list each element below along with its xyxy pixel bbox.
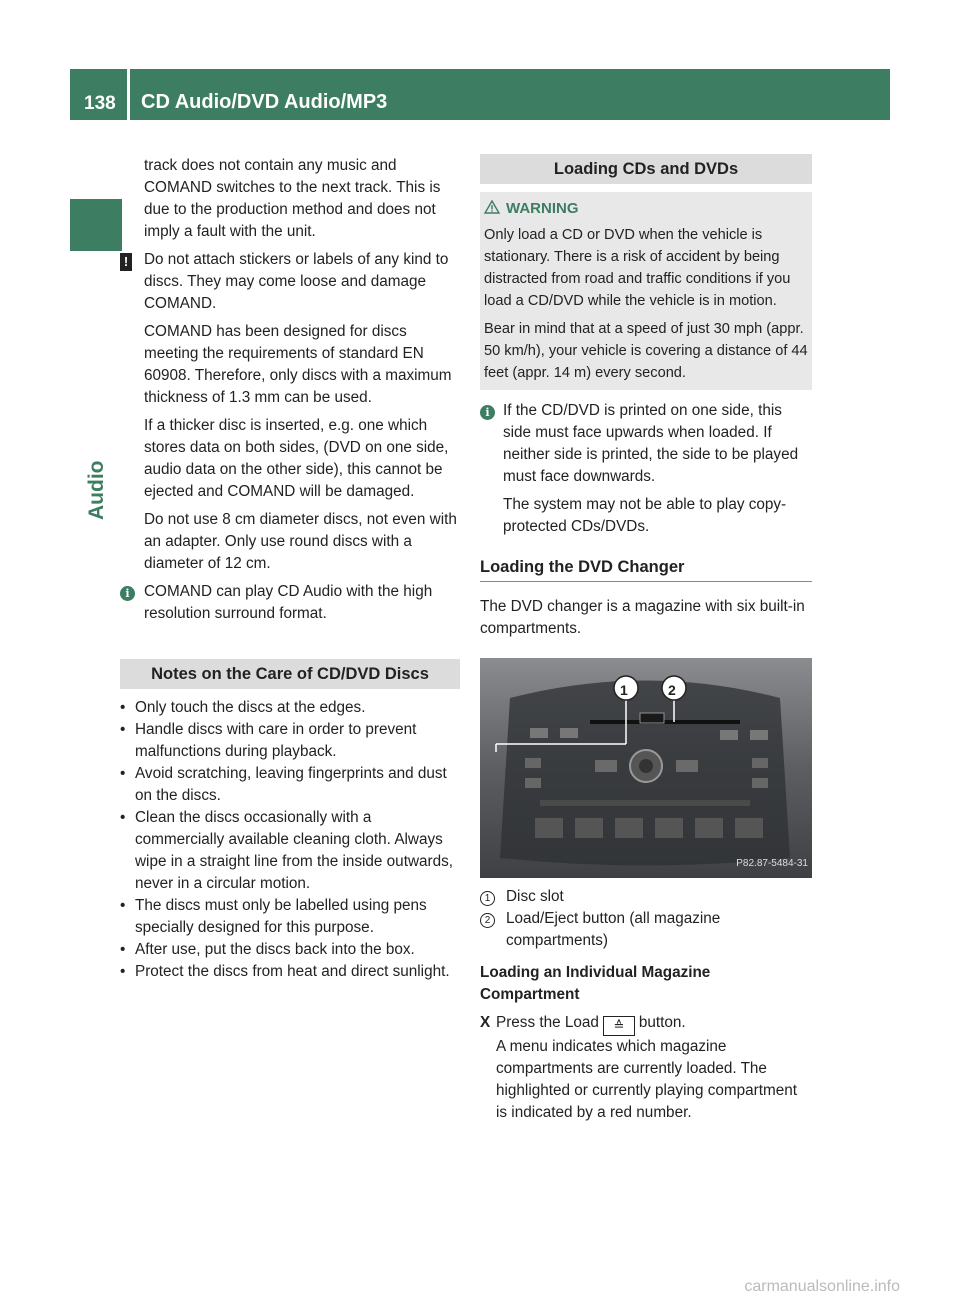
notice-paragraph-2: COMAND has been designed for discs meeting the requirements of standard EN 60908. Therefore, only discs with a maximum thickness of 1.3 mm can be used. [144,323,452,406]
page-number: 138 [70,69,127,120]
info-paragraph-1: If the CD/DVD is printed on one side, this side must face upwards when loaded. If neither side is printed, the side to be played must face downwards. [503,402,799,485]
photo-code: P82.87-5484-31 [736,858,808,869]
legend-text-1: Disc slot [506,888,564,905]
notice-paragraph-3: If a thicker disc is inserted, e.g. one which stores data on both sides, (DVD on one side, audio data on the other side), this cannot be ejected and COMAND will be damaged. [144,417,449,500]
photo-callout-1: 1 [620,682,628,698]
info-paragraph-2: The system may not be able to play copy-protected CDs/DVDs. [503,496,787,535]
list-item: • Only touch the discs at the edges. [120,699,366,716]
page-title: CD Audio/DVD Audio/MP3 [130,69,890,120]
legend-item-1 [480,886,812,908]
photo-callout-2: 2 [668,682,676,698]
step-result: A menu indicates which magazine compartments are currently loaded. The highlighted or currently playing compartment is indicated by a red number. [496,1038,797,1121]
notice-paragraph-1: Do not attach stickers or labels of any kind to discs. They may come loose and damage COMAND. [144,251,449,312]
info-block [120,581,460,625]
changer-text: The DVD changer is a magazine with six built-in compartments. [480,598,805,637]
list-item: • The discs must only be labelled using pens specially designed for this purpose. [120,897,427,936]
step-item [480,1012,812,1124]
warning-paragraph-1: Only load a CD or DVD when the vehicle is stationary. There is a risk of accident by being distracted from road and traffic conditions if you load a CD/DVD while the vehicle is in motion. [484,227,791,309]
care-list [120,697,460,983]
info-icon: i [480,405,495,420]
dvd-changer-illustration [480,658,812,878]
notice-block [120,249,460,575]
right-column [480,154,812,1124]
step-text-post: button. [638,1014,686,1031]
warning-label: WARNING [506,200,579,217]
info-block-right [480,400,812,538]
warning-paragraph-2: Bear in mind that at a speed of just 30 mph (appr. 50 km/h), your vehicle is covering a distance of 44 feet (appr. 14 m) every second. [484,321,808,381]
care-heading: Notes on the Care of CD/DVD Discs [120,659,460,689]
notice-paragraph-4: Do not use 8 cm diameter discs, not even with an adapter. Only use round discs with a diameter of 12 cm. [144,511,457,572]
list-item: • Handle discs with care in order to prevent malfunctions during playback. [120,721,417,760]
legend-item-2 [480,908,812,952]
list-item: • Avoid scratching, leaving fingerprints and dust on the discs. [120,765,447,804]
intro-text: track does not contain any music and COMAND switches to the next track. This is due to the production method and does not imply a fault with the unit. [144,157,441,240]
section-label: Audio [85,460,108,520]
info-paragraph: COMAND can play CD Audio with the high resolution surround format. [144,583,433,622]
individual-heading: Loading an Individual Magazine Compartment [480,964,711,1003]
left-column [120,155,460,983]
warning-box [480,192,812,390]
warning-title [484,198,808,220]
step-text-pre: Press the Load [496,1014,599,1031]
section-tab [70,199,122,251]
footer-watermark: carmanualsonline.info [744,1278,900,1295]
list-item: • Protect the discs from heat and direct sunlight. [120,963,450,980]
list-item: • After use, put the discs back into the box. [120,941,415,958]
legend-text-2: Load/Eject button (all magazine compartments) [506,910,721,949]
loading-heading: Loading CDs and DVDs [480,154,812,184]
changer-heading: Loading the DVD Changer [480,556,812,582]
callout-number-1: 1 [480,891,495,906]
callout-number-2: 2 [480,913,495,928]
section-label-wrap [84,430,110,520]
info-icon: i [120,586,135,601]
step-marker-icon: X [480,1014,491,1031]
warning-triangle-icon [484,200,500,214]
load-key-icon: ≙ [603,1016,635,1036]
exclamation-icon: ! [120,253,132,271]
list-item: • Clean the discs occasionally with a commercially available cleaning cloth. Always wipe in a straight line from the inside outwards, never in a circular motion. [120,809,453,892]
dvd-changer-photo [480,658,812,878]
